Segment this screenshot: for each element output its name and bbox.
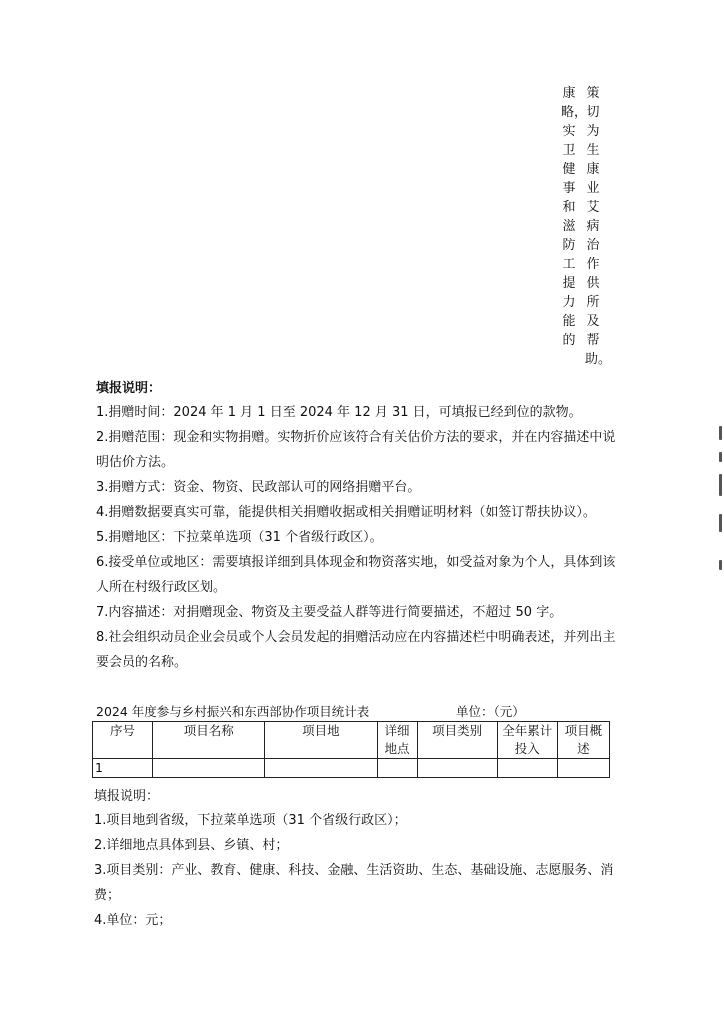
fill-instruction-item: 4.捐赠数据要真实可靠，能提供相关捐赠收据或相关捐赠证明材料（如签订帮扶协议）。 xyxy=(96,505,596,520)
scan-edge-mark xyxy=(719,514,722,532)
fill-instruction-item: 8.社会组织动员企业会员或个人会员发起的捐赠活动应在内容描述栏中明确表述，并列出主要会员的名称。 xyxy=(96,630,616,670)
table-header-cell: 项目概述 xyxy=(557,722,609,759)
fill-instructions xyxy=(96,378,616,675)
table-header-cell: 详细地点 xyxy=(377,722,417,759)
table-row xyxy=(93,759,610,778)
table-header-cell: 项目类别 xyxy=(417,722,497,759)
project-stats-table xyxy=(92,721,610,778)
scan-edge-mark xyxy=(719,426,722,440)
table-fill-instruction-item: 4.单位：元； xyxy=(94,913,172,928)
fill-instruction-item: 1.捐赠时间：2024 年 1 月 1 日至 2024 年 12 月 31 日，可填报已经到位的款物。 xyxy=(96,405,582,420)
scan-edge-mark xyxy=(719,452,722,462)
table-unit: 单位：（元） xyxy=(456,704,525,719)
table-fill-instruction-item: 3.项目类别：产业、教育、健康、科技、金融、生活资助、生态、基础设施、志愿服务、消费； xyxy=(94,863,614,903)
table-header-row xyxy=(93,722,610,759)
table-header-cell: 项目地 xyxy=(265,722,377,759)
scan-edge-mark xyxy=(719,560,722,570)
table-fill-instruction-item: 2.详细地点具体到县、乡镇、村； xyxy=(94,838,289,853)
fill-instructions-heading: 填报说明： xyxy=(96,381,162,396)
table-cell xyxy=(417,759,497,778)
table-title-line xyxy=(96,704,616,720)
table-fill-instructions-heading: 填报说明： xyxy=(94,789,160,804)
table-cell xyxy=(377,759,417,778)
table-cell xyxy=(265,759,377,778)
fill-instruction-item: 7.内容描述：对捐赠现金、物资及主要受益人群等进行简要描述，不超过 50 字。 xyxy=(96,605,563,620)
fill-instruction-item: 5.捐赠地区：下拉菜单选项（31 个省级行政区）。 xyxy=(96,530,383,545)
vertical-text-right-column: 策切为生康业艾病治作供所及帮助。 xyxy=(585,86,612,367)
scan-edge-mark xyxy=(719,474,722,496)
table-header-cell: 项目名称 xyxy=(153,722,265,759)
table-cell xyxy=(153,759,265,778)
table-header-cell: 全年累计投入 xyxy=(497,722,557,759)
vertical-text-left-column: 康略，实卫健事和滋防工提力能的 xyxy=(561,86,588,348)
fill-instruction-item: 6.接受单位或地区：需要填报详细到具体现金和物资落实地，如受益对象为个人，具体到该人所在村级行政区划。 xyxy=(96,555,616,595)
table-cell: 1 xyxy=(93,759,153,778)
table-fill-instructions xyxy=(94,786,616,933)
table-cell xyxy=(557,759,609,778)
table-cell xyxy=(497,759,557,778)
table-header-cell: 序号 xyxy=(93,722,153,759)
fill-instruction-item: 2.捐赠范围：现金和实物捐赠。实物折价应该符合有关估价方法的要求，并在内容描述中说明估价方法。 xyxy=(96,430,616,470)
table-title: 2024 年度参与乡村振兴和东西部协作项目统计表 xyxy=(96,704,370,719)
fill-instruction-item: 3.捐赠方式：资金、物资、民政部认可的网络捐赠平台。 xyxy=(96,480,421,495)
table-fill-instruction-item: 1.项目地到省级，下拉菜单选项（31 个省级行政区）； xyxy=(94,813,407,828)
